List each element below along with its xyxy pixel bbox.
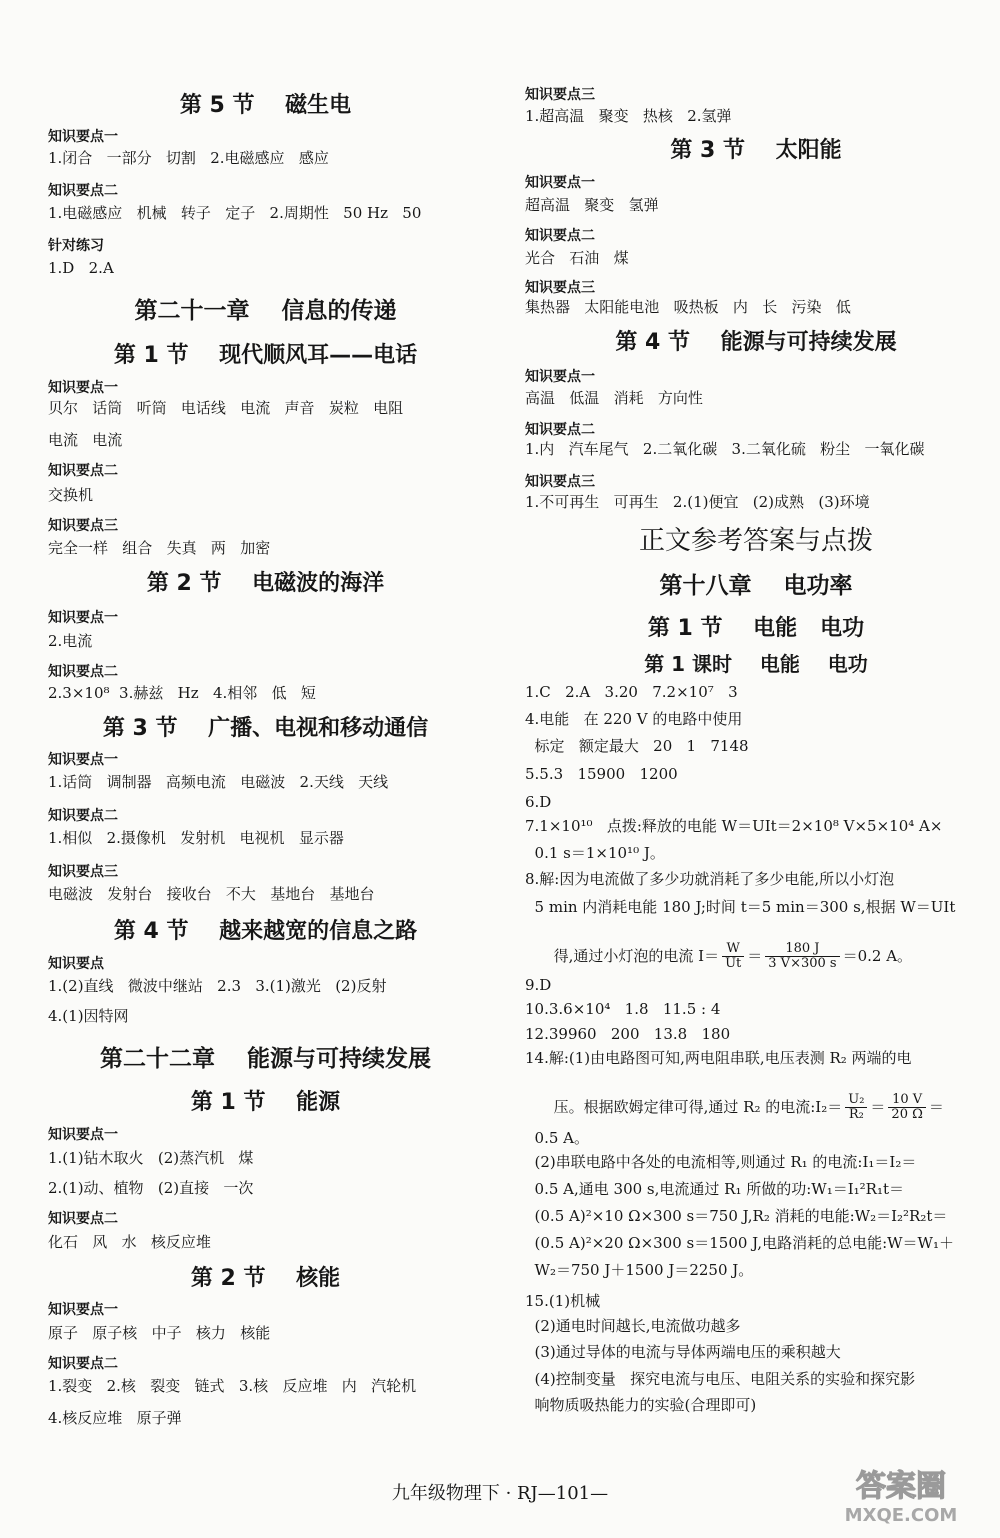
answer-key-title: 正文参考答案与点拨 [638,526,873,556]
chapter-21-title: 第二十一章 信息的传递 [134,298,397,324]
answer-line: 光合 石油 煤 [525,249,629,267]
knowledge-label: 知识要点一 [48,752,118,768]
answer-line: 集热器 太阳能电池 吸热板 内 长 污染 低 [525,298,851,316]
knowledge-label: 知识要点二 [48,1356,118,1372]
answer-line: 1.(2)直线 微波中继站 2.3 3.(1)激光 (2)反射 [48,977,387,995]
answer-line: (4)控制变量 探究电流与电压、电阻关系的实验和探究影 [525,1370,916,1388]
answer-line: 1.超高温 聚变 热核 2.氢弹 [525,107,732,125]
knowledge-label: 知识要点二 [525,422,595,438]
answer-line: 1.闭合 一部分 切割 2.电磁感应 感应 [48,149,329,167]
knowledge-label: 知识要点二 [48,463,118,479]
fraction-denominator: 20 Ω [891,1106,923,1122]
fraction [765,942,839,972]
formula-text: ＝0.2 A。 [842,946,913,965]
watermark-url: MXQE.COM [844,1505,958,1526]
answer-line: 高温 低温 消耗 方向性 [525,389,703,407]
answer-line: 超高温 聚变 氢弹 [525,196,659,214]
fraction-denominator: 3 V×300 s [768,955,837,971]
answer-line: 4.(1)因特网 [48,1007,129,1025]
energy-section-4-title: 第 4 节 能源与可持续发展 [615,330,897,355]
answer-line: 2.(1)动、植物 (2)直接 一次 [48,1179,254,1197]
knowledge-label: 知识要点三 [525,87,595,103]
energy-section-3-title: 第 3 节 太阳能 [670,138,842,163]
fraction-denominator: Ut [725,955,742,971]
knowledge-label: 知识要点二 [48,664,118,680]
knowledge-label: 知识要点一 [48,1127,118,1143]
answer-line: 2.3×10⁸ 3.赫兹 Hz 4.相邻 低 短 [48,684,316,702]
knowledge-label: 知识要点一 [48,1302,118,1318]
answer-line: 标定 额定最大 20 1 7148 [525,737,749,755]
fraction [845,1093,867,1123]
answer-line: 1.C 2.A 3.20 7.2×10⁷ 3 [525,683,738,701]
answer-line: (2)通电时间越长,电流做功越多 [525,1317,741,1335]
answer-line: 1.电磁感应 机械 转子 定子 2.周期性 50 Hz 50 [48,204,422,222]
answer-line: (3)通过导体的电流与导体两端电压的乘积越大 [525,1343,841,1361]
answer-line: 完全一样 组合 失真 两 加密 [48,539,271,557]
answer-line: 0.5 A。 [525,1129,589,1147]
formula-text: ＝ [870,1097,886,1116]
fraction-denominator: R₂ [848,1106,864,1122]
knowledge-label: 知识要点二 [48,183,118,199]
answer-line: 1.D 2.A [48,259,114,277]
answer-line: 1.(1)钻木取火 (2)蒸汽机 煤 [48,1149,254,1167]
lesson-1-title: 第 1 课时 电能 电功 [644,652,868,676]
knowledge-label: 知识要点一 [48,129,118,145]
answer-line: 0.1 s＝1×10¹⁰ J。 [525,844,665,862]
formula-text: ＝ [747,946,763,965]
answer-line: 4.电能 在 220 V 的电路中使用 [525,710,743,728]
fraction [722,942,744,972]
fraction [888,1093,925,1123]
fraction-numerator: U₂ [845,1093,867,1108]
energy-section-2-title: 第 2 节 核能 [190,1266,341,1291]
fraction-numerator: W [722,942,744,957]
energy-section-1-title: 第 1 节 能源 [190,1090,341,1115]
answer-line: 1.裂变 2.核 裂变 链式 3.核 反应堆 内 汽轮机 [48,1377,417,1395]
knowledge-label: 知识要点一 [525,369,595,385]
answer-line: 12.39960 200 13.8 180 [525,1025,731,1043]
formula-text: 压。根据欧姆定律可得,通过 R₂ 的电流:I₂＝ [544,1097,843,1116]
answer-line: 1.话筒 调制器 高频电流 电磁波 2.天线 天线 [48,773,389,791]
chapter-18-title: 第十八章 电功率 [659,573,853,599]
answer-line: 15.(1)机械 [525,1292,601,1310]
answer-line: 5.5.3 15900 1200 [525,765,678,783]
formula-text: 得,通过小灯泡的电流 I＝ [544,946,720,965]
answer-line: 6.D [525,793,552,811]
answer-line: 原子 原子核 中子 核力 核能 [48,1324,271,1342]
knowledge-label: 知识要点一 [48,380,118,396]
practice-label: 针对练习 [48,238,104,254]
answer-line: 贝尔 话筒 听筒 电话线 电流 声音 炭粒 电阻 [48,399,404,417]
answer-line: 电磁波 发射台 接收台 不大 基地台 基地台 [48,885,375,903]
answer-line: 14.解:(1)由电路图可知,两电阻串联,电压表测 R₂ 两端的电 [525,1049,912,1067]
answer-line: 10.3.6×10⁴ 1.8 11.5 : 4 [525,1000,721,1018]
answer-line: 1.不可再生 可再生 2.(1)便宜 (2)成熟 (3)环境 [525,493,870,511]
knowledge-label: 知识要点一 [525,175,595,191]
page-footer: 九年级物理下 · RJ—101— [391,1483,609,1504]
answer-line: (2)串联电路中各处的电流相等,则通过 R₁ 的电流:I₁＝I₂＝ [525,1153,917,1171]
answer-line: 1.内 汽车尾气 2.二氧化碳 3.二氧化硫 粉尘 一氧化碳 [525,440,925,458]
section-4-title: 第 4 节 越来越宽的信息之路 [113,919,418,944]
chapter-22-title: 第二十二章 能源与可持续发展 [99,1046,432,1072]
knowledge-label: 知识要点二 [525,228,595,244]
knowledge-label: 知识要点 [48,956,104,972]
answer-line: 4.核反应堆 原子弹 [48,1409,182,1427]
section-5-title: 第 5 节 磁生电 [179,93,352,118]
fraction-numerator: 10 V [888,1093,925,1108]
answer-line: 化石 风 水 核反应堆 [48,1233,211,1251]
answer-line: W₂＝750 J＋1500 J＝2250 J。 [525,1261,754,1279]
watermark-title: 答案圈 [856,1469,946,1504]
knowledge-label: 知识要点三 [48,518,118,534]
section-2-title: 第 2 节 电磁波的海洋 [146,571,385,596]
section-1-title: 第 1 节 现代顺风耳——电话 [113,343,418,368]
answer-line-formula [525,925,912,988]
answer-line: 0.5 A,通电 300 s,电流通过 R₁ 所做的功:W₁＝I₁²R₁t＝ [525,1180,905,1198]
knowledge-label: 知识要点二 [48,1211,118,1227]
answer-line: 2.电流 [48,632,93,650]
answer-line: 9.D [525,976,552,994]
power-section-1-title: 第 1 节 电能 电功 [647,616,865,641]
answer-line: 1.相似 2.摄像机 发射机 电视机 显示器 [48,829,344,847]
watermark-logo [826,1458,976,1528]
knowledge-label: 知识要点二 [48,808,118,824]
answer-line: 7.1×10¹⁰ 点拨:释放的电能 W＝UIt＝2×10⁸ V×5×10⁴ A× [525,817,943,835]
knowledge-label: 知识要点三 [48,864,118,880]
fraction-numerator: 180 J [765,942,839,957]
answer-line: 响物质吸热能力的实验(合理即可) [525,1396,757,1414]
answer-line: (0.5 A)²×20 Ω×300 s＝1500 J,电路消耗的总电能:W＝W₁＋ [525,1234,954,1252]
answer-line: 交换机 [48,486,94,504]
knowledge-label: 知识要点三 [525,474,595,490]
section-3-title: 第 3 节 广播、电视和移动通信 [102,716,429,741]
knowledge-label: 知识要点三 [525,280,595,296]
answer-line: 8.解:因为电流做了多少功就消耗了多少电能,所以小灯泡 [525,870,895,888]
answer-line: 电流 电流 [48,431,123,449]
formula-text: ＝ [928,1097,944,1116]
knowledge-label: 知识要点一 [48,610,118,626]
answer-line: (0.5 A)²×10 Ω×300 s＝750 J,R₂ 消耗的电能:W₂＝I₂²R₂t＝ [525,1207,948,1225]
answer-line: 5 min 内消耗电能 180 J;时间 t＝5 min＝300 s,根据 W＝UIt [525,898,956,916]
